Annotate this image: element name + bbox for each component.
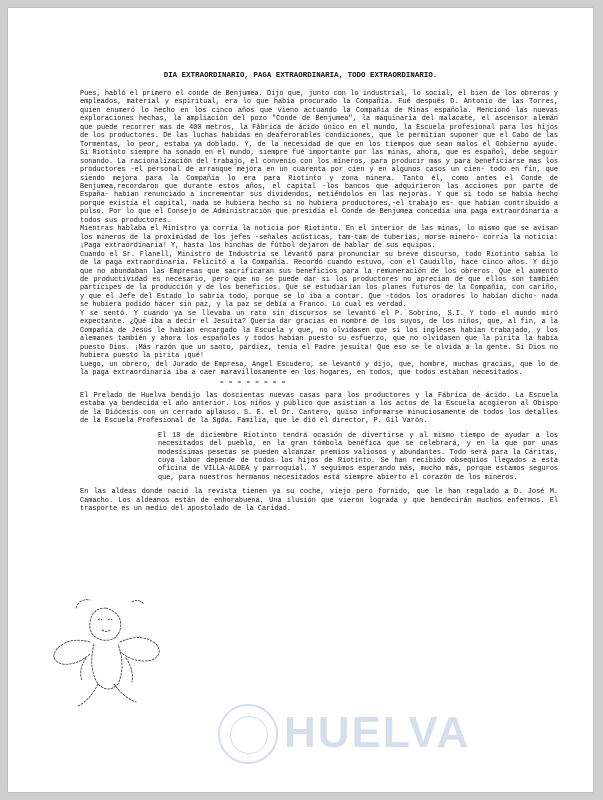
paragraph-aldeas: En las aldeas donde nació la revista tienen ya su coche, viejo pero fornido, que le han regalado a D. José M. Camacho. Los aldeanos están de enhorabuena. Una ilusión que vieron lograda y que bendecirán muchos enfermos. El trasporte es un medio del apostolado de la Caridad. (80, 488, 558, 514)
section-divider: = = = = = = = = (220, 379, 287, 387)
paragraph-tombola: El 18 de diciembre Riotinto tendrá ocasión de divertirse y al mismo tiempo de ayudar a los necesitados del pueblo, en la gran tómbola benéfica que se celebrará, y en la que por unas modesísimas pesetas se pueden alcanzar premios valiosos y abundantes. Todo será para la Cáritas, cuya labor depende de todos los hijos de Riotinto. Se han recibido obsequios llegados a esta oficina de VILLA-ALDEA y parroquial. Y seguimos esperando más, mucho más, porque estamos seguros que, para nuestros hermanos necesitados está siempre abierto el corazón de los mineros. (158, 431, 558, 482)
paragraph-benjumea: Pues, habló el primero el conde de Benjumea. Dijo que, junto con lo industrial, lo social, el bien de los obreros y empleados, material y espiritual, era lo que había procurado la Compañía. Fué después D. Antonio de las Torres, quien enumeró lo hecho en los cinco años que vieno actuando la Compañía de Minas española. Mencionó las nuevas exploraciones hechas, la ampliación del pozo "Conde de Benjumea", la maquinaria del malacate, el ascensor alemán que puede recorrer mas de 400 metros, la Fábrica de ácido único en el mundo, la Escuela profesional para los hijos de los productores. De las luchas habidas en deaferorables condiciones, que le permitian suponer que el Cabo de las Tormentas, lo peor, estaba ya doblado. Y, de la necesidad de que en los tiempos que sean malos el Gobierno ayude. Si Riotinto siempre ha sonado en el mundo, siempre fué importante por las minas, ahora, que es español, debe seguir sonando. La racionalización del trabajo, el convenio con los mineros, para producir mas y para beneficiarse mas los productores -el personal de arranque mejora en un cuarenta por cien y en algunos casos un cien- todo en fin, que siendo mejora para la Compañía lo era para Riotinto y zona minera. Tanto él, como antes el Conde de Benjumea,recordaron que durante estos años, el capital -los bancos que adquirieron las acciones por parte de España- habían renunciado a incrementar sus dividendos, metiéndolos en las mejoras. Y que si todo se había hecho porque existía el capital, nada se hubiera hecho si no hubiera productores,-el trabajo es- que habían contribuido a pulso. Por lo que el Consejo de Administración que presidía el Conde de Benjumea concedía una paga extraordinaria a todos sus productores. (80, 90, 558, 225)
port-seal-icon (218, 704, 278, 764)
cherub-sketch-icon (46, 588, 166, 728)
paragraph-flanell: Cuando el Sr. Flanell, Ministro de Industria se levantó para pronunciar su breve discurso, todo Riotinto sabía lo de la paga extraordinaria. Felicitó a la Compañía. Recordó cuando estuvo, con el Caudillo, hace cinco años. Y dijo que no abundaban las Empresas que sacrificaran sus beneficios para la remuneración de los obreros. Que el aumento de productividad es necesario, pero que no se puede dar si los productores no aprecian de que ellos son también partícipes de la producción y de los beneficios. Que se estudiarían los planes futuros de la Compañía, con cariño, y que el Jefe del Estado lo sabría todo, porque se lo iba a contar. Que -todos los oradores lo habían dicho- nada se hubiera podido hacer sin paz, y la paz se debía a Franco. Lo cual es verdad. (80, 250, 558, 310)
huelva-watermark (218, 698, 471, 768)
paragraph-prelado: El Prelado de Huelva bendijo las doscientas nuevas casas para los productores y la Fábrica de ácido. La Escuela estaba ya bendecida el año anterior. Los niños y público que asistían a los actos de la Escuela acogieron al Obispo de la Diócesis con un cerrado aplauso. S. E. el Dr. Cantero, quiso informarse minuciosamente de todos los detalles de la Escuela Profesional de la Sgda. Familia, que le dió el director, P. Gil Varón. (80, 391, 558, 426)
watermark-text: HUELVA (284, 708, 471, 757)
page-title: DIA EXTRAORDINARIO, PAGA EXTRAORDINARIA, TODO EXTRAORDINARIO. (163, 72, 438, 80)
paragraph-ministro-noticia: Mientras hablaba el Ministro ya corría la noticia por Riotinto. En el interior de las minas, lo mismo que se avisan los mineros de la proximidad de los jefes -señales acústicas, tam-tam de tuberías, morse minero- corría la noticia: ¡Paga extraordinaria! Y, hasta los hinchas de fútbol dejaron de hablar de sus equipos. (80, 225, 558, 251)
paragraph-escudero: Luego, un obrero, del Jurado de Empresa, Angel Escudero, se levantó y dijo, que, hombre, muchas gracias, que lo de la paga extraordinaria iba a caer maravillosamente en los hogares, en todos, que todos estaban necesitados. (80, 360, 558, 377)
body-text (80, 90, 558, 514)
paragraph-sobrino: Y se sentó. Y cuando ya se llevaba un rato sin discursos se levantó el P. Sobrino, S.I. Y todo el mundo miró expectante. ¿Qué iba a decir el Jesuita? Quería dar gracias en nombre de los suyos, de los niños, que, al fin, a la Compañía de Jesús le habían encargado la Escuela y que, no olvidasen que si los ingleses habían trabajado, y los alemanes también y ahora los españoles y todos habían puesto su esfuerzo, que no olvidasen que la pirita la había puesto Dios. ¡Más razón que un santo, pardiez, tenía el Padre jesuita! Que eso se le olvida a la gente. Si Dios no hubiera puesto la pirita ¡qué! (80, 309, 558, 361)
document-sheet (8, 8, 593, 792)
